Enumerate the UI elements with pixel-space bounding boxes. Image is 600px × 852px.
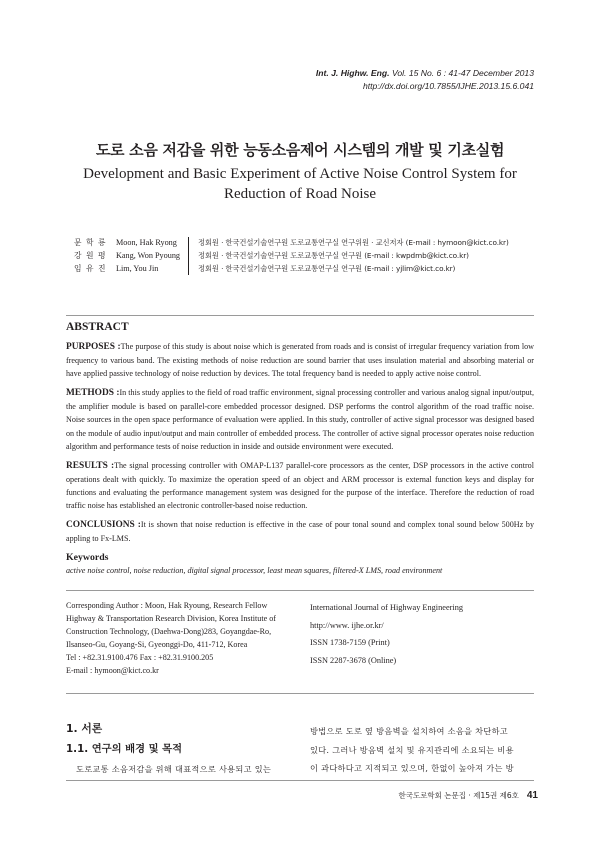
body-right-column bbox=[310, 722, 535, 778]
journal-header bbox=[316, 67, 534, 93]
author-affiliation: 정회원 · 한국건설기술연구원 도로교통연구실 연구원 (E-mail : kwpdmb@kict.co.kr) bbox=[198, 251, 469, 260]
keywords-list: active noise control, noise reduction, digital signal processor, least mean squares, filtered-X LMS, road environment bbox=[66, 566, 443, 576]
author-name-ko: 임 유 진 bbox=[74, 264, 107, 273]
doi-link[interactable]: http://dx.doi.org/10.7855/IJHE.2013.15.6.041 bbox=[362, 81, 534, 91]
author-affiliation: 정회원 · 한국건설기술연구원 도로교통연구실 연구원 (E-mail : yjlim@kict.co.kr) bbox=[198, 264, 456, 273]
author-names-english bbox=[116, 236, 196, 275]
paper-title-english bbox=[0, 164, 600, 204]
body-text-line: 이 과다하다고 지적되고 있으며, 한없이 높아져 가는 방 bbox=[310, 763, 514, 774]
abstract-body bbox=[66, 340, 534, 578]
corresponding-author-info bbox=[66, 599, 306, 678]
page-footer bbox=[398, 790, 538, 801]
corr-line: Highway & Transportation Research Division, Korea Institute of bbox=[66, 614, 276, 624]
corr-line: Construction Technology, (Daehwa-Dong)283, Goyangdae-Ro, bbox=[66, 627, 272, 637]
author-name-ko: 강 원 평 bbox=[74, 251, 107, 260]
results-text: The signal processing controller with OMAP-L137 parallel-core processors as the center, DSP processors in the active control operations dealt with quickly. To maximize the operation speed of an object and ARM processor is external function keys and display for functions and evaluating the performance management system was designed for the purpose of the interface. Therefore the reduction of road traffic noise has established an electronic controller-based noise reduction. bbox=[66, 460, 534, 511]
footer-journal-ko: 한국도로학회 논문집 · 제15권 제6호 bbox=[398, 791, 519, 800]
journal-url[interactable]: http://www. ijhe.or.kr/ bbox=[310, 620, 384, 630]
body-text-line: 방법으로 도로 옆 방음벽을 설치하여 소음을 차단하고 bbox=[310, 726, 509, 736]
author-affiliation: 정회원 · 한국건설기술연구원 도로교통연구실 연구위원 · 교신저자 (E-mail : hymoon@kict.co.kr) bbox=[198, 238, 509, 247]
journal-name: International Journal of Highway Engineering bbox=[310, 603, 463, 612]
journal-abbreviation: Int. J. Highw. Eng. bbox=[315, 68, 390, 78]
corr-email[interactable]: E-mail : hymoon@kict.co.kr bbox=[66, 666, 159, 676]
body-text-line: 있다. 그러나 방음벽 설치 및 유지관리에 소요되는 비용 bbox=[310, 744, 514, 755]
author-divider bbox=[188, 237, 189, 275]
purposes-text: The purpose of this study is about noise which is generated from roads and is consist of irregular frequency variation from low frequency to various band. The existing methods of noise reduction are sound barrier that uses insulation material and absorbing material or have applied passive technology of noise reduction by devices. The total frequency band is needed to apply active noise control. bbox=[66, 342, 534, 379]
issn-print: ISSN 1738-7159 (Print) bbox=[310, 638, 390, 648]
results-label: RESULTS : bbox=[66, 460, 115, 471]
methods-label: METHODS : bbox=[66, 388, 120, 399]
purposes-label: PURPOSES : bbox=[66, 342, 121, 352]
journal-info bbox=[310, 599, 540, 669]
author-name-en: Lim, You Jin bbox=[116, 264, 159, 273]
page-footer-rule bbox=[66, 780, 534, 781]
abstract-conclusions bbox=[66, 518, 534, 545]
corr-line: Ilsanseo-Gu, Goyang-Si, Gyeonggi-Do, 411-712, Korea bbox=[66, 640, 248, 650]
methods-text: In this study applies to the field of road traffic environment, signal processing controller and various analog signal input/output, the amplifier module is based on parallel-core embedded processor designed. DSP performs the control algorithm of the road traffic noise. Noise sources in the open space performance of evaluation were applied. In this study, controller of active signal processor was designed based on the module of audio input/output and main controller of embedded process. The controller of active signal processor operates noise reduction algorithm and performance tests of noise reduction in inside and outside environment were executed. bbox=[66, 388, 534, 451]
title-en-line-2: Reduction of Road Noise bbox=[223, 186, 377, 202]
body-top-rule bbox=[66, 693, 534, 694]
issn-online: ISSN 2287-3678 (Online) bbox=[310, 655, 397, 665]
abstract-results bbox=[66, 459, 534, 512]
author-name-en: Moon, Hak Ryong bbox=[116, 238, 177, 247]
corr-line: Corresponding Author : Moon, Hak Ryoung, Research Fellow bbox=[66, 601, 268, 610]
issue-info: Vol. 15 No. 6 : 41-47 December 2013 bbox=[391, 68, 534, 78]
conclusions-label: CONCLUSIONS : bbox=[66, 520, 141, 531]
title-en-line-1: Development and Basic Experiment of Active Noise Control System for bbox=[83, 166, 517, 182]
body-left-column bbox=[66, 759, 291, 779]
paper-title-korean: 도로 소음 저감을 위한 능동소음제어 시스템의 개발 및 기초실험 bbox=[95, 141, 505, 159]
abstract-purposes bbox=[66, 340, 534, 380]
abstract-top-rule bbox=[66, 315, 534, 316]
author-affiliations bbox=[198, 236, 568, 275]
author-name-en: Kang, Won Pyoung bbox=[116, 251, 181, 260]
footnote-rule bbox=[66, 590, 534, 591]
section-heading: 1. 서론 bbox=[66, 722, 103, 735]
keywords-heading: Keywords bbox=[66, 552, 109, 564]
abstract-heading: ABSTRACT bbox=[66, 321, 129, 333]
page-number: 41 bbox=[526, 790, 538, 801]
subsection-heading: 1.1. 연구의 배경 및 목적 bbox=[66, 743, 183, 755]
author-name-ko: 문 학 룡 bbox=[74, 238, 107, 247]
corr-line: Tel : +82.31.9100.476 Fax : +82.31.9100.205 bbox=[66, 653, 214, 663]
body-text-line: 도로교통 소음저감을 위해 대표적으로 사용되고 있는 bbox=[76, 764, 272, 774]
conclusions-text: It is shown that noise reduction is effective in the case of pour tonal sound and complex tonal sound below 500Hz by appling to Fx-LMS. bbox=[66, 520, 534, 544]
author-names-korean bbox=[74, 236, 116, 275]
abstract-methods bbox=[66, 386, 534, 452]
